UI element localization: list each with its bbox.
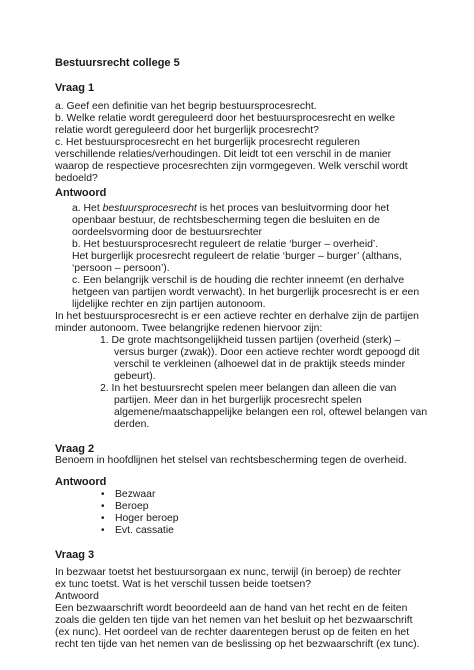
answer-1-heading: Antwoord — [55, 187, 107, 199]
reason-2-line2: partijen. Meer dan in het burgerlijk procesrecht spelen — [114, 395, 362, 406]
question-1-b-line2: relatie wordt gereguleerd door het burgerlijk procesrecht? — [55, 125, 319, 136]
answer-1-c-line1: c. Een belangrijk verschil is de houding die rechter inneemt (en derhalve — [72, 275, 405, 286]
question-3-heading: Vraag 3 — [55, 549, 95, 561]
reason-2-line3: algemene/maatschappelijke belangen een rol, oftewel belangen van — [114, 407, 428, 418]
bullet-icon: • — [101, 489, 105, 500]
question-1-c-line2: verschillende relaties/verhoudingen. Dit leidt tot een verschil in de manier — [55, 149, 392, 160]
answer-1-a-line2: openbaar bestuur, de rechtsbescherming tegen die besluiten en de — [72, 215, 380, 226]
answer-3-line4: recht ten tijde van het nemen van de beslissing op het bezwaarschrift (ex tunc). — [55, 639, 420, 650]
reason-2-line1: 2. In het bestuursrecht spelen meer belangen dan alleen die van — [100, 383, 397, 394]
answer-1-a-term: bestuursprocesrecht — [102, 203, 197, 214]
reason-1-line1: 1. De grote machtsongelijkheid tussen partijen (overheid (sterk) – — [100, 335, 401, 346]
bullet-icon: • — [101, 513, 105, 524]
answer-3-label: Antwoord — [55, 591, 99, 602]
answer-1-c-line2: hetgeen van partijen wordt verwacht). In het burgerlijk procesrecht is er een — [72, 287, 420, 298]
answer-3-line1: Een bezwaarschrift wordt beoordeeld aan de hand van het recht en de feiten — [55, 603, 408, 614]
answer-3-line2: zoals die gelden ten tijde van het nemen van het besluit op het bezwaarschrift — [55, 615, 413, 626]
list-item: Evt. cassatie — [115, 525, 174, 536]
question-1-c-line1: c. Het bestuursprocesrecht en het burgerlijk procesrecht reguleren — [55, 137, 360, 148]
reason-1-line4: gebeurt). — [114, 371, 156, 382]
question-2-text: Benoem in hoofdlijnen het stelsel van rechtsbescherming tegen de overheid. — [55, 455, 407, 466]
question-1-c-line4: bedoeld? — [55, 173, 98, 184]
bullet-icon: • — [101, 501, 105, 512]
answer-2-heading: Antwoord — [55, 476, 107, 488]
bullet-icon: • — [101, 525, 105, 536]
list-item: Beroep — [115, 501, 149, 512]
question-1-b-line1: b. Welke relatie wordt gereguleerd door het bestuursprocesrecht en welke — [55, 113, 395, 124]
question-2-heading: Vraag 2 — [55, 443, 95, 455]
reason-1-line2: versus burger (zwak)). Door een actieve rechter wordt gepoogd dit — [114, 347, 420, 358]
answer-1-paragraph-line1: In het bestuursprocesrecht is er een actieve rechter en derhalve zijn de partijen — [55, 311, 419, 322]
reason-1-line3: verschil te verkleinen (alhoewel dat in de praktijk steeds minder — [114, 359, 406, 370]
answer-1-a-line3: oordeelsvorming door de bestuursrechter — [72, 227, 263, 238]
answer-1-c-line3: lijdelijke rechter en zijn partijen autonoom. — [72, 299, 266, 310]
question-3-line1: In bezwaar toetst het bestuursorgaan ex nunc, terwijl (in beroep) de rechter — [55, 567, 401, 578]
document-title: Bestuursrecht college 5 — [55, 57, 180, 69]
answer-3-line3: (ex nunc). Het oordeel van de rechter daarentegen berust op de feiten en het — [55, 627, 410, 638]
answer-1-paragraph-line2: minder autonoom. Twee belangrijke redenen hiervoor zijn: — [55, 323, 323, 334]
list-item: Bezwaar — [115, 489, 156, 500]
question-1-heading: Vraag 1 — [55, 82, 95, 94]
reason-2-line4: derden. — [114, 419, 150, 430]
answer-1-a-suffix: is het proces van besluitvorming door het — [196, 203, 390, 214]
list-item: Hoger beroep — [115, 513, 179, 524]
question-1-c-line3: waarop de respectieve procesrechten zijn vormgegeven. Welk verschil wordt — [55, 161, 408, 172]
question-1-a: a. Geef een definitie van het begrip bestuursprocesrecht. — [55, 101, 317, 112]
answer-1-a-line1 — [72, 203, 389, 215]
answer-1-b-line2: Het burgerlijk procesrecht reguleert de relatie ‘burger – burger’ (althans, — [72, 251, 402, 262]
answer-1-a-prefix: a. Het — [72, 203, 103, 214]
answer-1-b-line1: b. Het bestuursprocesrecht reguleert de relatie ‘burger – overheid’. — [72, 239, 379, 250]
answer-1-b-line3: ‘persoon – persoon’). — [72, 263, 170, 274]
question-3-line2: ex tunc toetst. Wat is het verschil tussen beide toetsen? — [55, 579, 312, 590]
